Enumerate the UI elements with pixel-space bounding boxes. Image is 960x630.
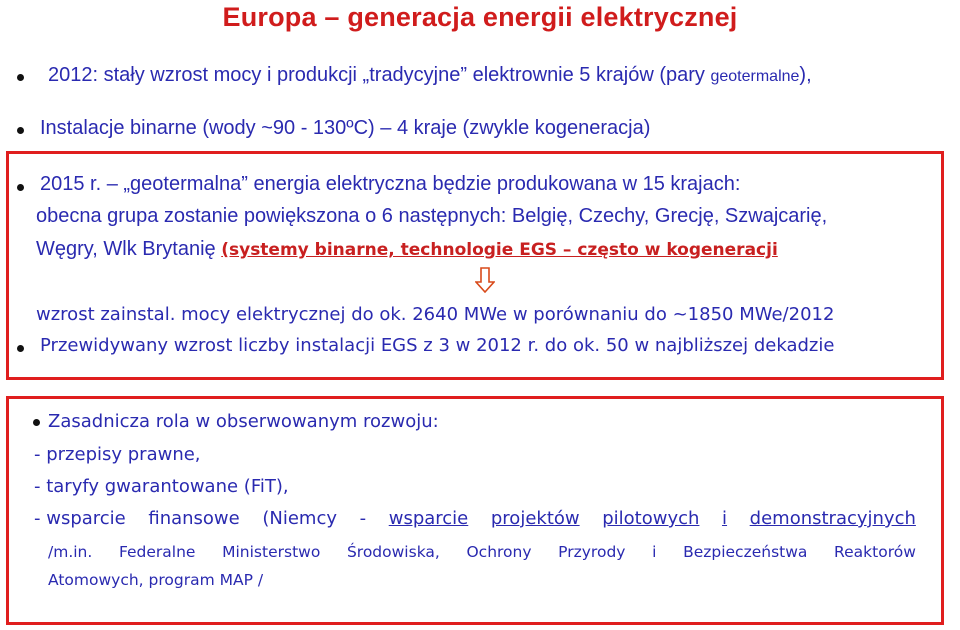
bullet-1-end: ), bbox=[799, 64, 812, 86]
box2-line-2: - przepisy prawne, bbox=[34, 444, 201, 465]
bullet-2-text: Instalacje binarne (wody ~90 - 130ºC) – 4 kraje (zwykle kogeneracja) bbox=[40, 117, 651, 139]
box2-line-4-word: demonstracyjnych bbox=[749, 508, 916, 529]
box2-line-1: Zasadnicza rola w obserwowanym rozwoju: bbox=[48, 411, 439, 432]
bullet-1-text bbox=[48, 64, 812, 87]
box2-line-5-word: Ochrony bbox=[466, 543, 532, 561]
box1-line-5: Przewidywany wzrost liczby instalacji EGS z 3 w 2012 r. do ok. 50 w najbliższej dekadzie bbox=[40, 335, 835, 356]
bullet-1-small: geotermalne bbox=[710, 68, 800, 85]
box2-line-5-word: Przyrody bbox=[558, 543, 626, 561]
bullet-1-main: 2012: stały wzrost mocy i produkcji „tradycyjne” elektrownie 5 krajów (pary bbox=[48, 64, 711, 86]
box2-line-4-word: pilotowych bbox=[602, 508, 700, 529]
box2-line-5-word: Federalne bbox=[118, 543, 196, 561]
box2-line-4-word: (Niemcy bbox=[262, 508, 337, 529]
box2-line-6: Atomowych, program MAP / bbox=[48, 571, 264, 589]
box2-line-5-word: Środowiska, bbox=[346, 543, 440, 561]
box2-line-5-word: Reaktorów bbox=[834, 543, 916, 561]
bullet-2-dot bbox=[17, 127, 24, 134]
page-title: Europa – generacja energii elektrycznej bbox=[222, 2, 738, 32]
box2-line-4-word: wsparcie bbox=[388, 508, 469, 529]
bullet-1-dot bbox=[17, 74, 24, 81]
box1-line-1: 2015 r. – „geotermalna” energia elektryczna będzie produkowana w 15 krajach: bbox=[40, 173, 741, 195]
box2-line-4-word: projektów bbox=[490, 508, 580, 529]
box2-bullet-dot bbox=[33, 419, 40, 426]
box1-bullet-2-dot bbox=[17, 345, 24, 352]
box1-bullet-1-dot bbox=[17, 184, 24, 191]
down-arrow-outline-icon bbox=[475, 267, 495, 293]
box1-line-2: obecna grupa zostanie powiększona o 6 następnych: Belgię, Czechy, Grecję, Szwajcarię, bbox=[36, 205, 828, 227]
box1-line-4: wzrost zainstal. mocy elektrycznej do ok. 2640 MWe w porównaniu do ~1850 MWe/2012 bbox=[36, 304, 835, 325]
box2-line-5-word: Ministerstwo bbox=[222, 543, 321, 561]
box1-line-3-bold: (systemy binarne, technologie EGS – często w kogeneracji bbox=[221, 240, 778, 260]
box2-line-5-word: /m.in. bbox=[48, 543, 93, 561]
box2-line-5-word: Bezpieczeństwa bbox=[683, 543, 808, 561]
box2-line-5 bbox=[48, 543, 916, 561]
box2-line-4-word: i bbox=[722, 508, 728, 529]
box2-line-5-word: i bbox=[652, 543, 657, 561]
box1-line-3 bbox=[36, 238, 778, 261]
box2-line-4-word: - bbox=[359, 508, 367, 529]
box2-line-3: - taryfy gwarantowane (FiT), bbox=[34, 476, 289, 497]
box2-line-4 bbox=[34, 508, 916, 529]
box2-line-4-word: - wsparcie bbox=[34, 508, 126, 529]
box2-line-4-word: finansowe bbox=[148, 508, 240, 529]
box1-line-3-plain: Węgry, Wlk Brytanię bbox=[36, 238, 222, 260]
